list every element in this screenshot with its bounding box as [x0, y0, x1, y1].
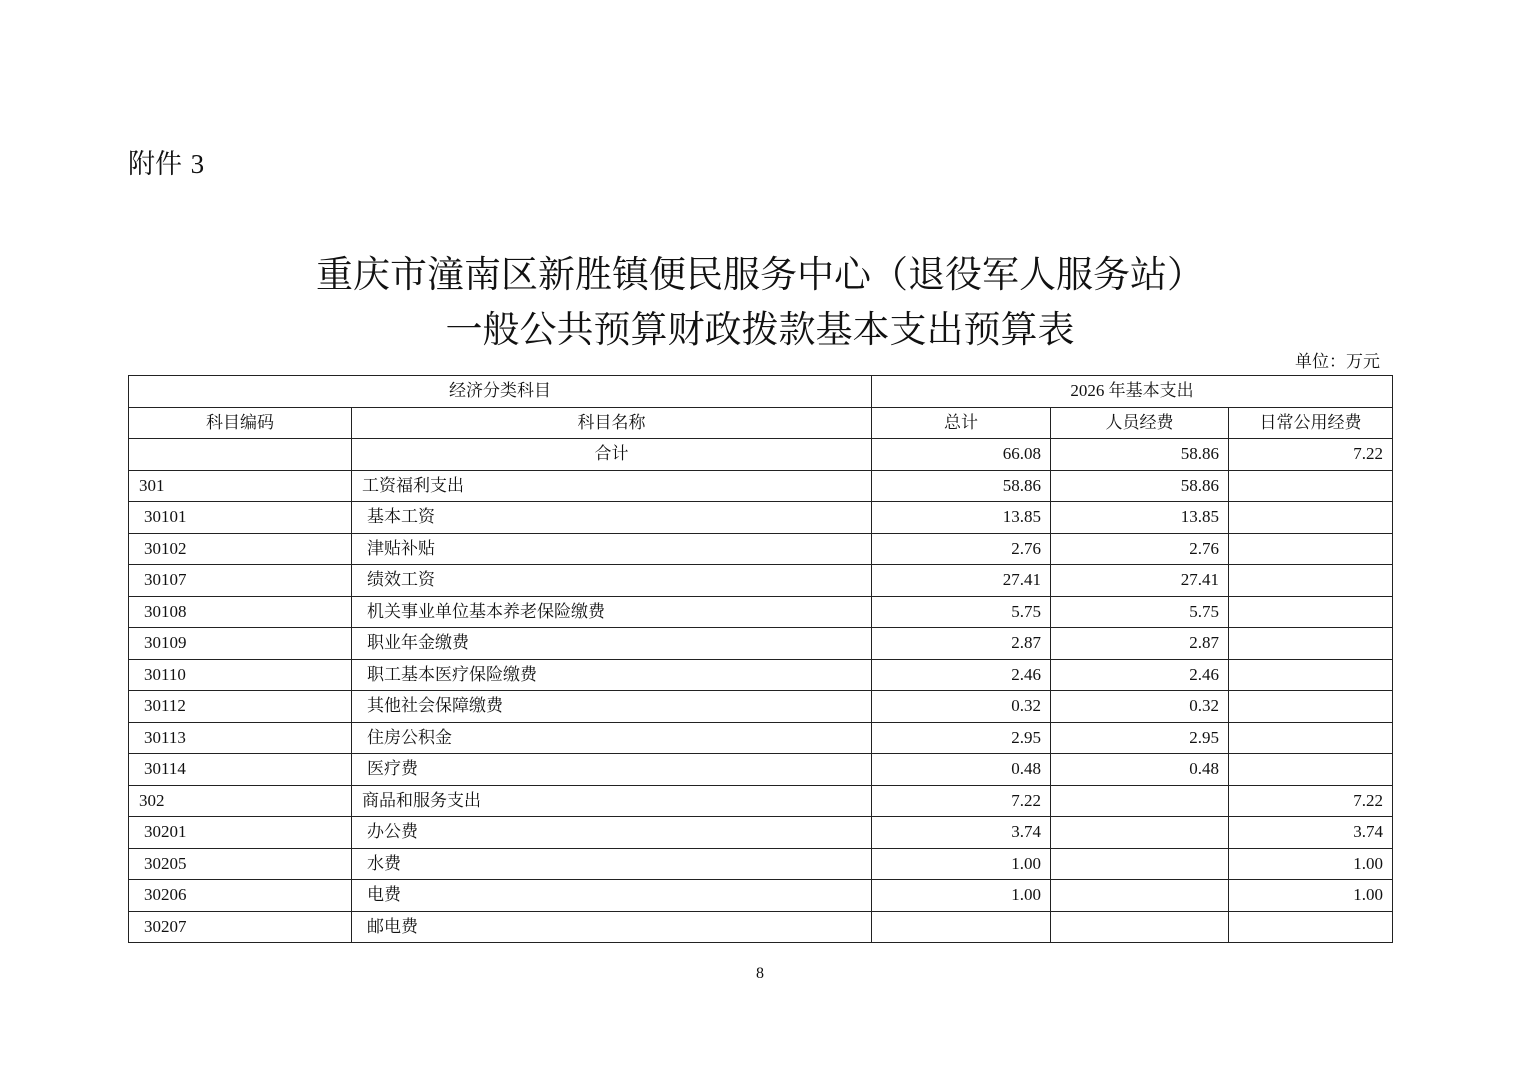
column-header-public: 日常公用经费 [1229, 407, 1393, 439]
row-personnel-cell [1051, 848, 1229, 880]
row-name-cell: 电费 [352, 880, 872, 912]
row-public-cell: 1.00 [1229, 848, 1393, 880]
row-name-cell: 其他社会保障缴费 [352, 691, 872, 723]
row-public-cell [1229, 754, 1393, 786]
column-header-row [129, 407, 1393, 439]
row-name-cell: 水费 [352, 848, 872, 880]
document-title-line2: 一般公共预算财政拨款基本支出预算表 [445, 308, 1075, 351]
row-personnel-cell: 13.85 [1051, 502, 1229, 534]
column-header-personnel: 人员经费 [1051, 407, 1229, 439]
row-total-cell: 3.74 [872, 817, 1051, 849]
group-header-row [129, 376, 1393, 408]
table-row [129, 691, 1393, 723]
row-public-cell: 1.00 [1229, 880, 1393, 912]
row-personnel-cell: 27.41 [1051, 565, 1229, 597]
column-header-code: 科目编码 [129, 407, 352, 439]
row-code-cell: 30102 [129, 533, 352, 565]
row-public-cell [1229, 565, 1393, 597]
row-total-cell: 0.48 [872, 754, 1051, 786]
summary-row [129, 439, 1393, 471]
attachment-number: 3 [190, 149, 205, 179]
table-row [129, 470, 1393, 502]
row-name-cell: 机关事业单位基本养老保险缴费 [352, 596, 872, 628]
column-header-total: 总计 [872, 407, 1051, 439]
row-personnel-cell: 0.48 [1051, 754, 1229, 786]
row-name-cell: 职业年金缴费 [352, 628, 872, 660]
attachment-label [128, 142, 204, 181]
row-code-cell: 30109 [129, 628, 352, 660]
row-name-cell: 住房公积金 [352, 722, 872, 754]
row-total-cell: 58.86 [872, 470, 1051, 502]
table-row [129, 722, 1393, 754]
row-total-cell: 2.95 [872, 722, 1051, 754]
row-total-cell: 7.22 [872, 785, 1051, 817]
row-name-cell: 绩效工资 [352, 565, 872, 597]
row-total-cell: 2.76 [872, 533, 1051, 565]
row-name-cell: 津贴补贴 [352, 533, 872, 565]
row-personnel-cell: 2.95 [1051, 722, 1229, 754]
summary-total-cell: 66.08 [872, 439, 1051, 471]
row-code-cell: 30207 [129, 911, 352, 943]
row-personnel-cell: 58.86 [1051, 470, 1229, 502]
row-code-cell: 30113 [129, 722, 352, 754]
row-code-cell: 30108 [129, 596, 352, 628]
table-row [129, 533, 1393, 565]
page-number: 8 [756, 965, 764, 982]
row-personnel-cell: 5.75 [1051, 596, 1229, 628]
row-public-cell: 7.22 [1229, 785, 1393, 817]
row-total-cell: 2.46 [872, 659, 1051, 691]
unit-label: 单位：万元 [1295, 352, 1380, 372]
row-personnel-cell: 2.76 [1051, 533, 1229, 565]
row-total-cell: 13.85 [872, 502, 1051, 534]
row-code-cell: 30201 [129, 817, 352, 849]
row-public-cell [1229, 596, 1393, 628]
table-row [129, 911, 1393, 943]
row-personnel-cell [1051, 880, 1229, 912]
summary-public-cell: 7.22 [1229, 439, 1393, 471]
row-code-cell: 301 [129, 470, 352, 502]
row-total-cell: 27.41 [872, 565, 1051, 597]
summary-personnel-cell: 58.86 [1051, 439, 1229, 471]
table-row [129, 848, 1393, 880]
column-header-name: 科目名称 [352, 407, 872, 439]
row-public-cell [1229, 722, 1393, 754]
row-name-cell: 基本工资 [352, 502, 872, 534]
budget-table [128, 375, 1393, 943]
table-body [129, 470, 1393, 943]
row-code-cell: 30110 [129, 659, 352, 691]
row-code-cell: 30112 [129, 691, 352, 723]
row-name-cell: 邮电费 [352, 911, 872, 943]
row-personnel-cell [1051, 911, 1229, 943]
summary-code-cell [129, 439, 352, 471]
row-code-cell: 30206 [129, 880, 352, 912]
row-name-cell: 医疗费 [352, 754, 872, 786]
row-total-cell: 5.75 [872, 596, 1051, 628]
row-total-cell: 0.32 [872, 691, 1051, 723]
row-name-cell: 工资福利支出 [352, 470, 872, 502]
table-row [129, 596, 1393, 628]
row-public-cell [1229, 659, 1393, 691]
row-total-cell: 1.00 [872, 848, 1051, 880]
row-code-cell: 30101 [129, 502, 352, 534]
table-row [129, 880, 1393, 912]
row-personnel-cell: 0.32 [1051, 691, 1229, 723]
row-name-cell: 商品和服务支出 [352, 785, 872, 817]
table-row [129, 817, 1393, 849]
row-public-cell: 3.74 [1229, 817, 1393, 849]
group-header-year: 2026 年基本支出 [872, 376, 1393, 408]
row-code-cell: 30114 [129, 754, 352, 786]
table-row [129, 785, 1393, 817]
table-row [129, 754, 1393, 786]
row-personnel-cell: 2.87 [1051, 628, 1229, 660]
row-code-cell: 302 [129, 785, 352, 817]
row-total-cell: 1.00 [872, 880, 1051, 912]
group-header-economic: 经济分类科目 [129, 376, 872, 408]
row-public-cell [1229, 911, 1393, 943]
row-personnel-cell [1051, 817, 1229, 849]
summary-name-cell: 合计 [352, 439, 872, 471]
row-personnel-cell: 2.46 [1051, 659, 1229, 691]
row-name-cell: 办公费 [352, 817, 872, 849]
table-row [129, 659, 1393, 691]
document-title-line1: 重庆市潼南区新胜镇便民服务中心（退役军人服务站） [316, 253, 1204, 296]
row-code-cell: 30205 [129, 848, 352, 880]
table-row [129, 565, 1393, 597]
row-public-cell [1229, 533, 1393, 565]
table-row [129, 502, 1393, 534]
row-total-cell [872, 911, 1051, 943]
row-public-cell [1229, 691, 1393, 723]
row-code-cell: 30107 [129, 565, 352, 597]
attachment-label-text: 附件 [128, 149, 182, 180]
row-public-cell [1229, 628, 1393, 660]
table-row [129, 628, 1393, 660]
row-public-cell [1229, 502, 1393, 534]
row-total-cell: 2.87 [872, 628, 1051, 660]
row-public-cell [1229, 470, 1393, 502]
row-personnel-cell [1051, 785, 1229, 817]
row-name-cell: 职工基本医疗保险缴费 [352, 659, 872, 691]
